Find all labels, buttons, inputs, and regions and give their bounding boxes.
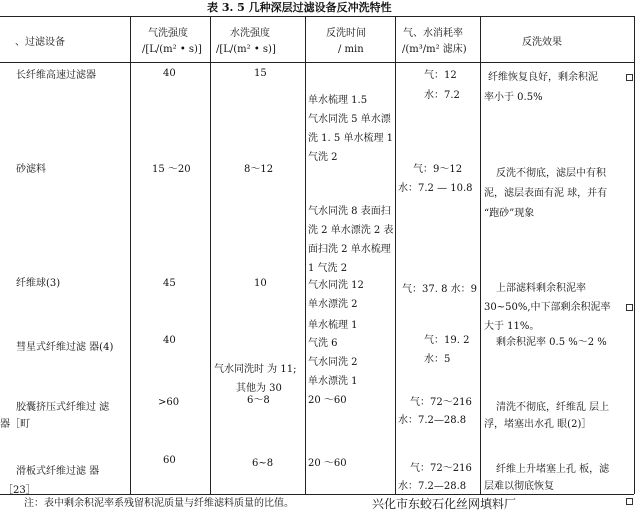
table-border-top (0, 16, 634, 17)
row-3-effect-line-1: 上部滤料剩余积泥率 (496, 283, 586, 294)
column-divider-2 (210, 16, 211, 494)
row-3-effect-line-3: 大于 11%。 (484, 321, 540, 332)
row-4-effect: 剩余积泥率 0.5 %～2 % (496, 337, 607, 348)
row-1-device: 长纤维高速过滤器 (16, 70, 96, 81)
row-6-consumption-line-2: 水：7.2—28.8 (398, 481, 467, 492)
row-4-water-line-1: 气水同洗时 为 11; (214, 364, 297, 375)
column-divider-5 (480, 16, 481, 494)
table-border-right (634, 16, 635, 494)
watermark: 兴化市东蛟石化丝网填料厂 (372, 497, 517, 511)
header-water-intensity-unit: /[L/(m² • s)] (216, 44, 276, 55)
row-2-effect-line-1: 反洗不彻底，滤层中有积 (496, 168, 606, 179)
header-effect: 反洗效果 (522, 37, 562, 48)
row-1-water: 15 (254, 68, 267, 79)
selection-handle-middle-right[interactable] (626, 304, 633, 311)
column-divider-3 (305, 16, 306, 494)
header-consumption-unit: /(m³/m² 滤床) (402, 44, 467, 55)
row-2-time-line-2: 洗 2 单水漂洗 2 表 (308, 225, 394, 236)
table-note: 注：表中剩余积泥率系残留积泥质量与纤维滤料质量的比值。 (24, 498, 294, 509)
selection-handle-bottom-right[interactable] (626, 498, 633, 505)
row-3-consumption: 气：37. 8 水：9 (402, 284, 477, 295)
note-divider (0, 494, 634, 495)
header-air-intensity-unit: /[L/(m² • s)] (142, 44, 202, 55)
row-2-device: 砂滤料 (16, 164, 46, 175)
row-1-time-line-3: 洗 1. 5 单水梳理 1 (308, 133, 393, 144)
row-4-time-line-2: 气洗 6 (308, 338, 338, 349)
header-backwash-time-unit: / min (338, 44, 364, 55)
row-2-consumption-line-2: 水：7.2 — 10.8 (398, 183, 473, 194)
row-5-device-line-2: 器［町 (0, 419, 30, 430)
row-6-device-line-2: ［23］ (3, 485, 36, 496)
row-6-effect-line-1: 纤维上升堵塞上孔 板，滤 (496, 464, 610, 475)
row-1-consumption-line-1: 气：12 (424, 70, 457, 81)
row-2-time-line-3: 面扫洗 2 单水梳理 (308, 244, 391, 255)
row-6-water: 6~8 (252, 458, 274, 469)
row-2-effect-line-2: 泥，滤层表面有泥 球，并有 (484, 188, 608, 199)
row-6-time: 20 ～60 (308, 458, 347, 469)
row-3-air: 45 (163, 278, 176, 289)
header-air-intensity: 气洗强度 (148, 28, 188, 39)
header-device: 、过滤设备 (15, 37, 65, 48)
row-4-time-line-1: 单水梳理 1 (308, 320, 358, 331)
selection-handle-top-right[interactable] (626, 74, 633, 81)
row-4-consumption-line-1: 气：19. 2 (424, 335, 470, 346)
row-4-consumption-line-2: 水：5 (424, 354, 451, 365)
row-5-consumption-line-2: 水：7.2—28.8 (398, 415, 467, 426)
row-3-water: 10 (254, 278, 267, 289)
row-5-water: 6～8 (247, 395, 270, 406)
row-4-time-line-4: 单水漂洗 1 (308, 376, 358, 387)
row-4-water-line-2: 其他为 30 (236, 383, 282, 394)
row-2-effect-line-3: “跑砂”现象 (484, 208, 535, 219)
row-3-device: 纤维球(3) (16, 278, 61, 289)
row-3-time-line-2: 单水漂洗 2 (308, 299, 358, 310)
column-divider-4 (395, 16, 396, 494)
row-6-device-line-1: 滑板式纤维过滤 器 (16, 466, 100, 477)
row-2-consumption-line-1: 气：9～12 (413, 164, 463, 175)
row-6-consumption-line-1: 气：72～216 (410, 463, 472, 474)
row-5-consumption-line-1: 气：72～216 (410, 397, 472, 408)
row-1-effect-line-2: 率小于 0.5% (484, 92, 543, 103)
row-2-time-line-1: 气水同洗 8 表面扫 (308, 206, 391, 217)
row-2-time-line-4: 1 气洗 2 (308, 263, 348, 274)
row-3-time-line-1: 气水同洗 12 (308, 280, 364, 291)
row-5-device-line-1: 胶囊挤压式纤维过 滤 (16, 402, 110, 413)
header-water-intensity: 水洗强度 (230, 28, 270, 39)
row-5-effect-line-2: 浮，堵塞出水孔 眼(2)］ (484, 419, 592, 430)
row-1-time-line-2: 气水同洗 5 单水漂 (308, 114, 391, 125)
row-5-air: >60 (158, 397, 180, 408)
table-title: 表 3. 5 几种深层过滤设备反冲洗特性 (207, 1, 392, 14)
row-4-time-line-3: 气水同洗 2 (308, 357, 358, 368)
row-1-time-line-1: 单水梳理 1.5 (308, 95, 368, 106)
row-2-air: 15 ～20 (152, 164, 191, 175)
row-6-effect-line-2: 层难以彻底恢复 (484, 481, 554, 492)
row-1-time-line-4: 气洗 2 (308, 152, 338, 163)
row-4-device: 彗星式纤维过滤 器(4) (16, 342, 114, 353)
row-1-air: 40 (163, 68, 176, 79)
column-divider-1 (130, 16, 131, 494)
header-divider (0, 62, 634, 63)
row-6-air: 60 (163, 455, 176, 466)
header-consumption: 气、水消耗率 (403, 28, 463, 39)
row-1-effect-line-1: 纤维恢复良好，剩余积泥 (488, 72, 598, 83)
row-3-effect-line-2: 30~50%,中下部剩余积泥率 (484, 302, 611, 313)
header-backwash-time: 反洗时间 (326, 28, 366, 39)
row-2-water: 8～12 (244, 164, 274, 175)
row-4-air: 40 (163, 335, 176, 346)
row-5-effect-line-1: 清洗不彻底，纤维乱 层上 (496, 402, 610, 413)
row-1-consumption-line-2: 水：7.2 (424, 90, 460, 101)
row-5-time: 20 ～60 (308, 395, 347, 406)
